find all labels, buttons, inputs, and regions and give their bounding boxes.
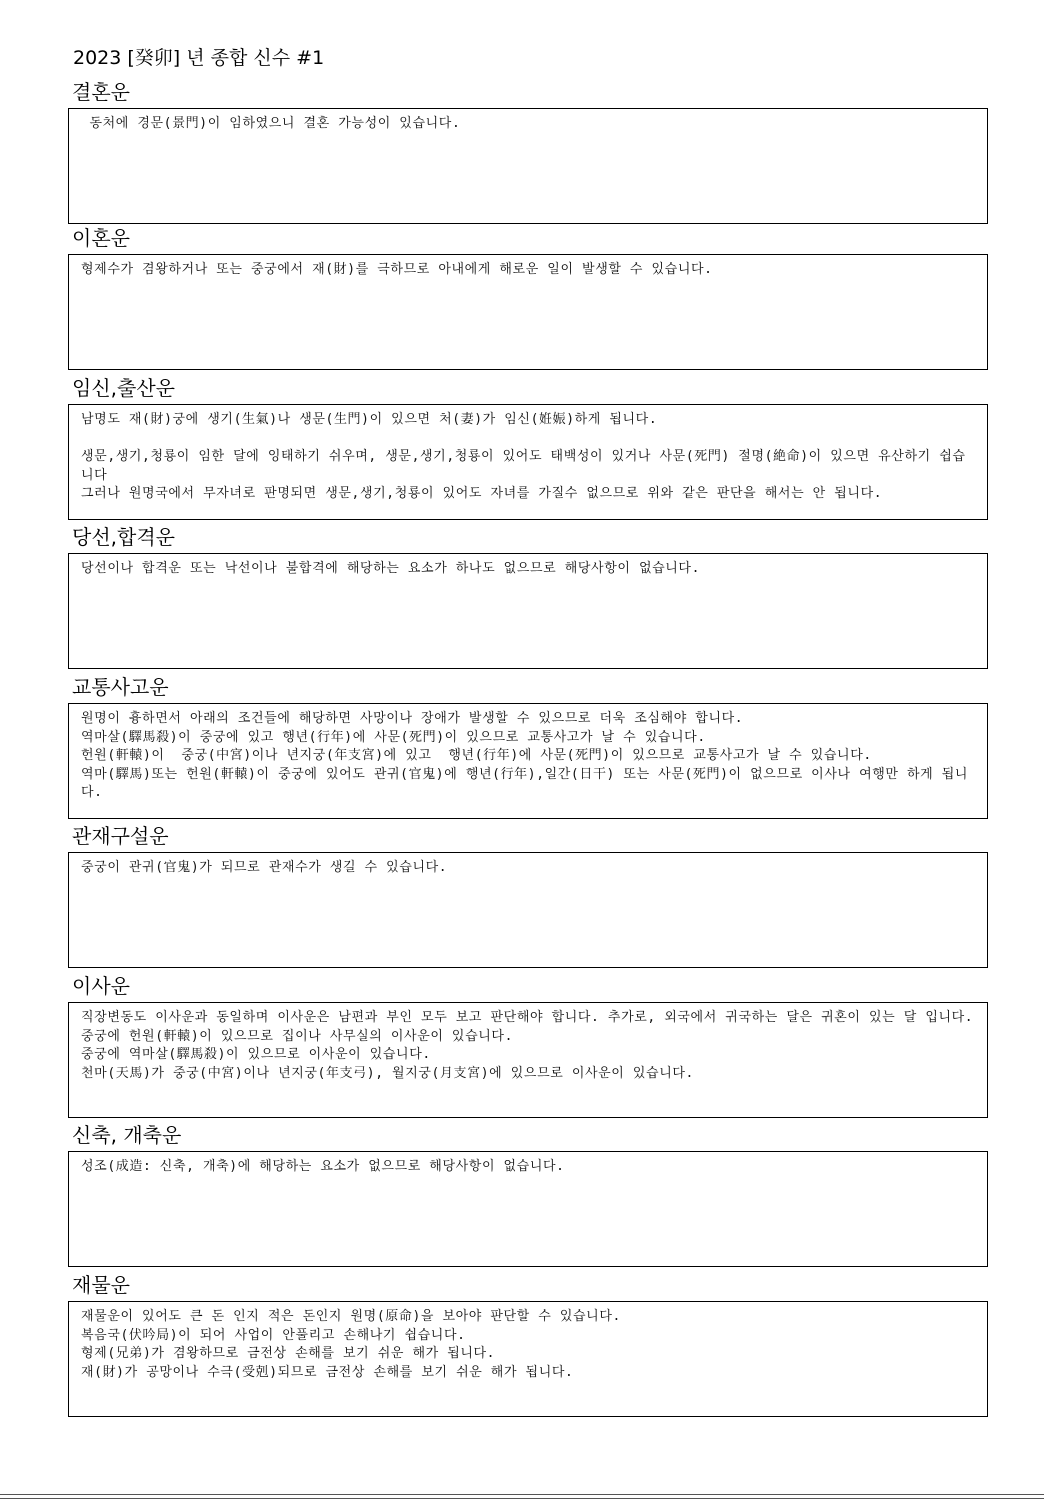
section-box xyxy=(68,254,988,370)
text-line: 형제(兄弟)가 겸왕하므로 금전상 손해를 보기 쉬운 해가 됩니다. xyxy=(81,1346,496,1361)
text-line: 역마(驛馬)또는 헌원(軒轅)이 중궁에 있어도 관귀(官鬼)에 행년(行年),일간(日干) 또는 사문(死門)이 없으므로 이사나 여행만 하게 됩니다. xyxy=(81,766,969,800)
text-line: 직장변동도 이사운과 동일하며 이사운은 남편과 부인 모두 보고 판단해야 합니다. 추가로, 외국에서 귀국하는 달은 귀혼이 있는 달 입니다. xyxy=(81,1010,974,1025)
section-heading: 관재구설운 xyxy=(72,824,169,848)
text-line: 형제수가 겸왕하거나 또는 중궁에서 재(財)를 극하므로 아내에게 해로운 일이 발생할 수 있습니다. xyxy=(81,262,713,277)
text-line xyxy=(81,430,975,449)
section-heading: 이혼운 xyxy=(72,226,130,250)
text-line: 당선이나 합격운 또는 낙선이나 불합격에 해당하는 요소가 하나도 없으므로 해당사항이 없습니다. xyxy=(81,561,701,576)
section-heading: 임신,출산운 xyxy=(72,376,175,400)
section-box xyxy=(68,553,988,669)
page-bottom-rule xyxy=(0,1494,1044,1499)
text-line: 원명이 흉하면서 아래의 조건들에 해당하면 사망이나 장애가 발생할 수 있으므로 더욱 조심해야 합니다. xyxy=(81,711,744,726)
text-line: 동처에 경문(景門)이 임하였으니 결혼 가능성이 있습니다. xyxy=(81,116,461,131)
section-box xyxy=(68,1151,988,1267)
text-line: 남명도 재(財)궁에 생기(生氣)나 생문(生門)이 있으면 처(妻)가 임신(姙娠)하게 됩니다. xyxy=(81,412,658,427)
section-box xyxy=(68,852,988,968)
section-heading: 이사운 xyxy=(72,974,130,998)
text-line: 그러나 원명국에서 무자녀로 판명되면 생문,생기,청룡이 있어도 자녀를 가질수 없으므로 위와 같은 판단을 해서는 안 됩니다. xyxy=(81,486,883,501)
section-box xyxy=(68,703,988,819)
section-box xyxy=(68,1002,988,1118)
text-line: 생문,생기,청룡이 임한 달에 잉태하기 쉬우며, 생문,생기,청룡이 있어도 태백성이 있거나 사문(死門) 절명(絶命)이 있으면 유산하기 쉽습니다 xyxy=(81,449,966,483)
text-line: 중궁에 역마살(驛馬殺)이 있으므로 이사운이 있습니다. xyxy=(81,1047,431,1062)
section-heading: 교통사고운 xyxy=(72,675,169,699)
text-line: 중궁이 관귀(官鬼)가 되므로 관재수가 생길 수 있습니다. xyxy=(81,860,448,875)
section-box xyxy=(68,404,988,520)
section-heading: 신축, 개축운 xyxy=(72,1123,182,1147)
text-line: 재(財)가 공망이나 수극(受剋)되므로 금전상 손해를 보기 쉬운 해가 됩니다. xyxy=(81,1364,574,1380)
page-title: 2023 [癸卯] 년 종합 신수 #1 xyxy=(73,47,325,69)
text-line: 중궁에 헌원(軒轅)이 있으므로 집이나 사무실의 이사운이 있습니다. xyxy=(81,1028,513,1044)
section-box xyxy=(68,1301,988,1417)
text-line: 성조(成造: 신축, 개축)에 해당하는 요소가 없으므로 해당사항이 없습니다. xyxy=(81,1159,565,1174)
text-line: 역마살(驛馬殺)이 중궁에 있고 행년(行年)에 사문(死門)이 있으므로 교통사고가 날 수 있습니다. xyxy=(81,729,706,745)
section-heading: 재물운 xyxy=(72,1273,130,1297)
text-line: 재물운이 있어도 큰 돈 인지 적은 돈인지 원명(原命)을 보아야 판단할 수 있습니다. xyxy=(81,1309,621,1324)
text-line: 복음국(伏吟局)이 되어 사업이 안풀리고 손해나기 쉽습니다. xyxy=(81,1327,466,1343)
section-box xyxy=(68,108,988,224)
section-heading: 결혼운 xyxy=(72,80,130,104)
text-line: 헌원(軒轅)이 중궁(中宮)이나 년지궁(年支宮)에 있고 행년(行年)에 사문(死門)이 있으므로 교통사고가 날 수 있습니다. xyxy=(81,748,872,763)
section-heading: 당선,합격운 xyxy=(72,525,175,549)
text-line: 천마(天馬)가 중궁(中宮)이나 년지궁(年支弓), 월지궁(月支宮)에 있으므로 이사운이 있습니다. xyxy=(81,1065,694,1081)
